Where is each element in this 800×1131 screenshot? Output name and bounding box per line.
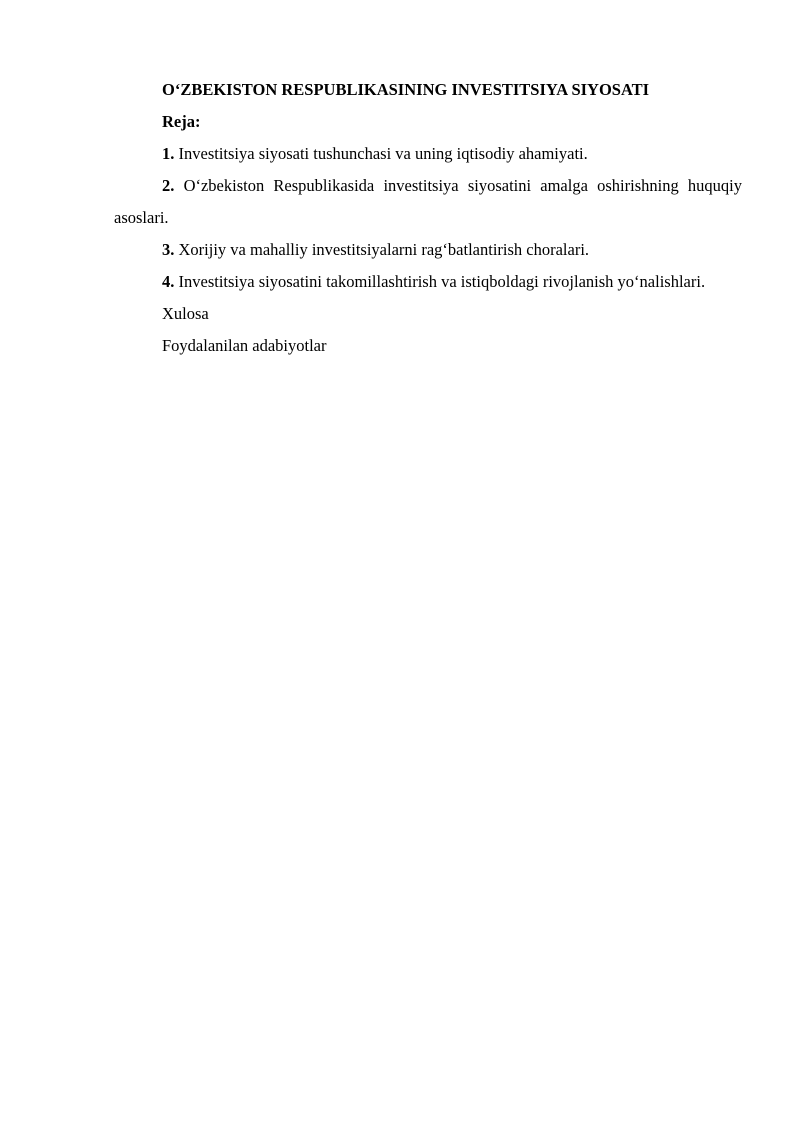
plan-item-number: 1. [162, 144, 175, 163]
plan-heading: Reja: [162, 112, 201, 131]
plan-item-number: 4. [162, 272, 175, 291]
plan-item-number: 3. [162, 240, 175, 259]
plan-item-text: Investitsiya siyosati tushunchasi va uning iqtisodiy ahamiyati. [178, 144, 588, 163]
plan-item-text: Investitsiya siyosatini takomillashtirish va istiqboldagi rivojlanish yo‘nalishlari. [178, 272, 706, 291]
plan-item-text: Xorijiy va mahalliy investitsiyalarni rag‘batlantirish choralari. [178, 240, 590, 259]
plan-item-1 [114, 138, 742, 170]
document-title: O‘ZBEKISTON RESPUBLIKASINING INVESTITSIYA SIYOSATI [162, 80, 650, 99]
references-item: Foydalanilan adabiyotlar [162, 336, 327, 355]
plan-item-4 [114, 266, 742, 298]
plan-item-text: O‘zbekiston Respublikasida investitsiya siyosatini amalga oshirishning huquqiy asoslari. [114, 176, 742, 227]
plan-item-2 [114, 170, 742, 234]
plan-item-3 [114, 234, 742, 266]
conclusion-item: Xulosa [162, 304, 209, 323]
plan-item-number: 2. [162, 176, 175, 195]
document-page [114, 74, 742, 362]
